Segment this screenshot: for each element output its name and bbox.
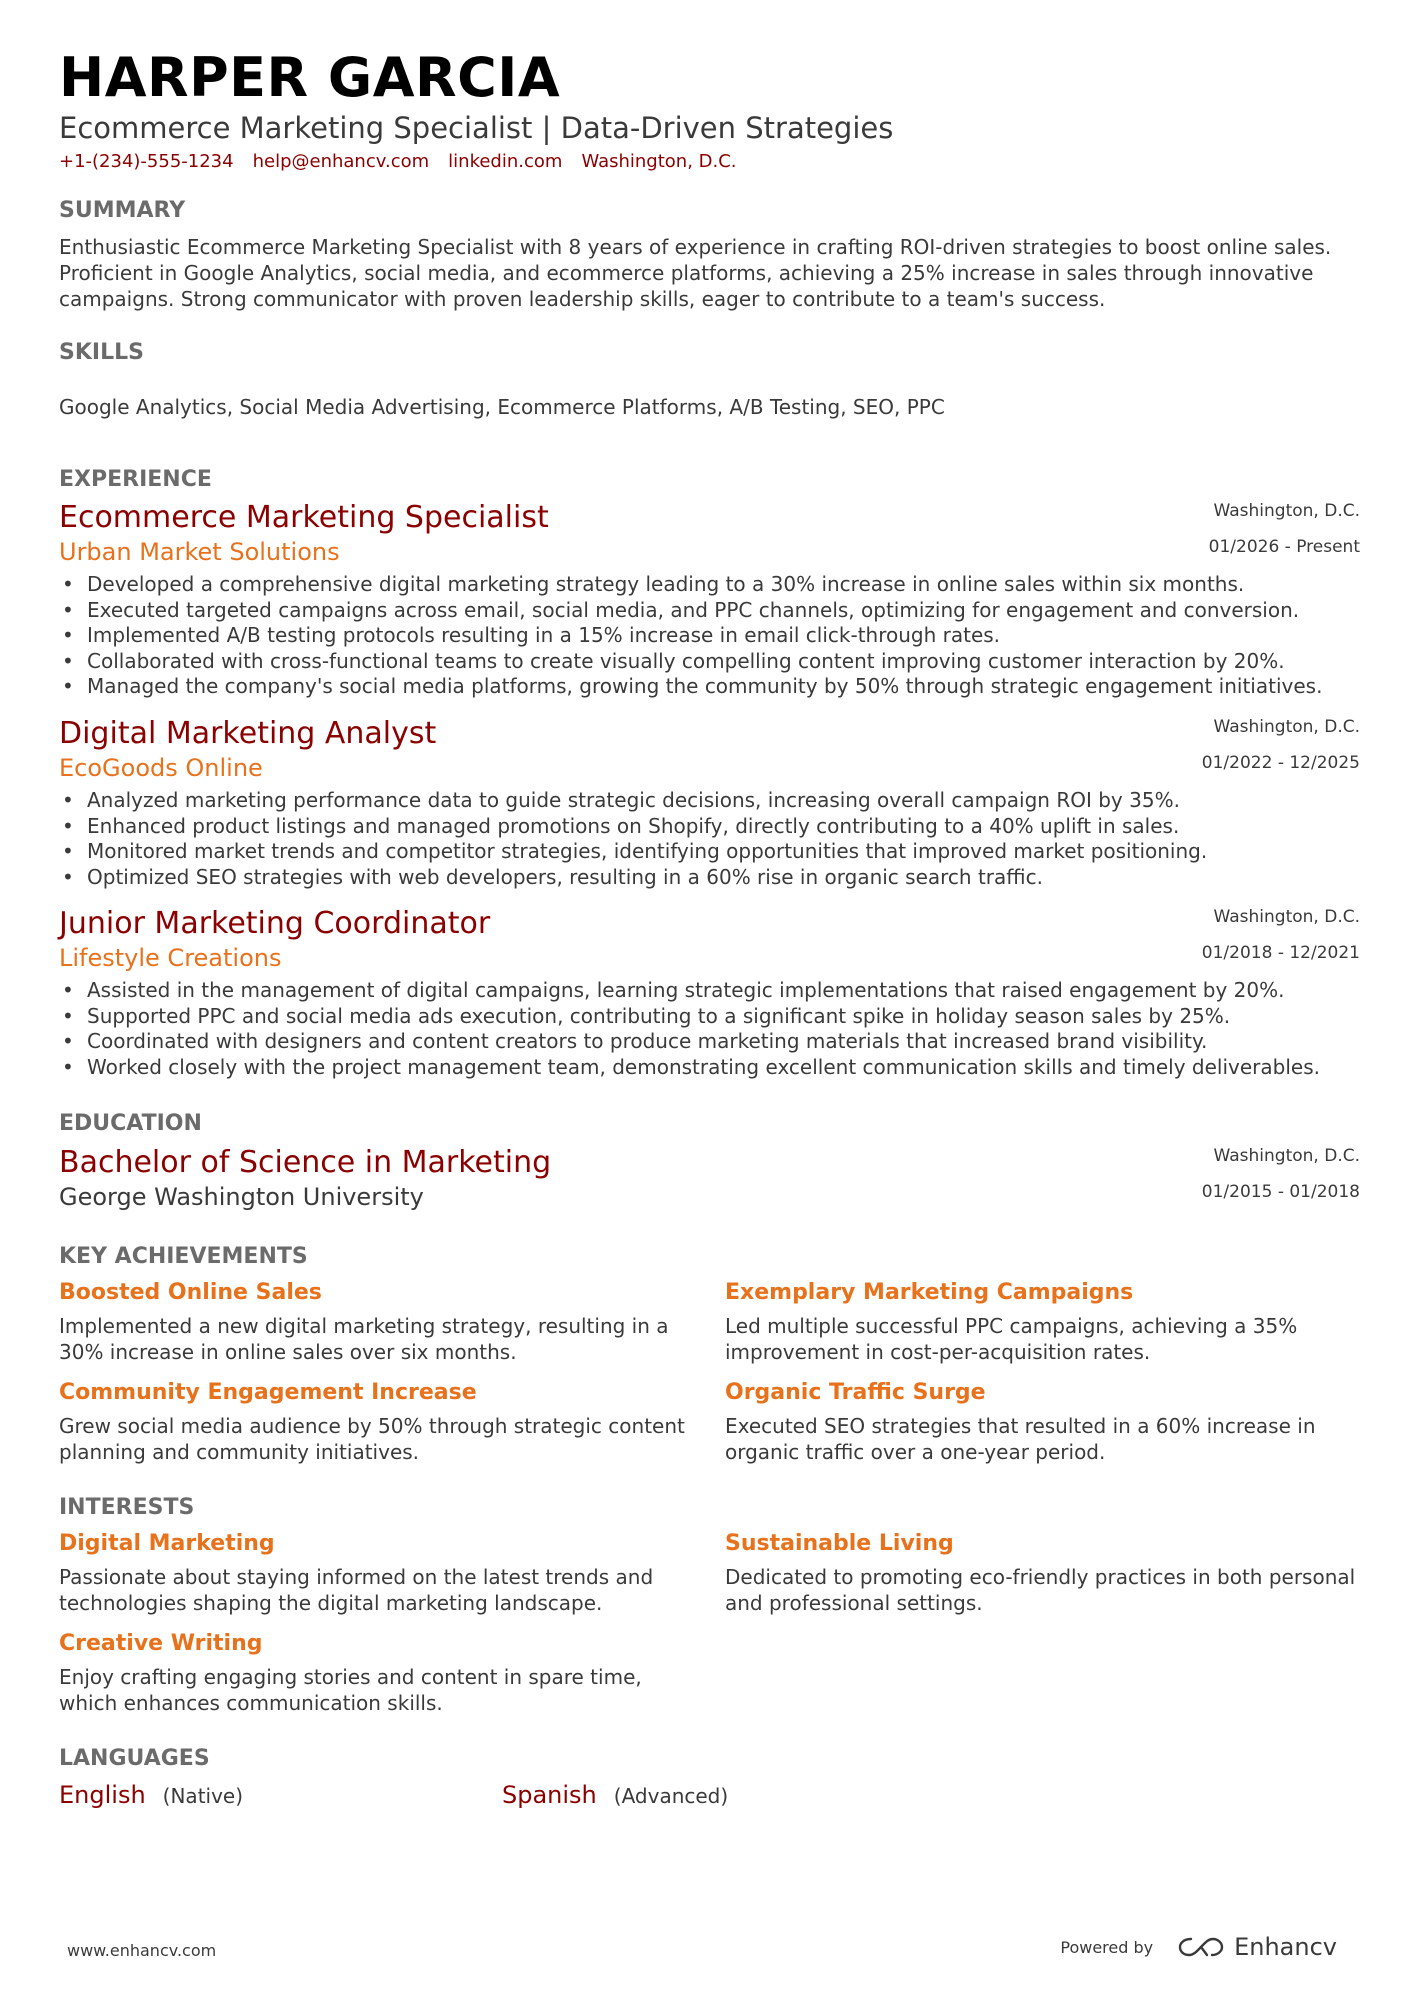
list-item: • Enhanced product listings and managed promotions on Shopify, directly contributing to a 40% uplift in sales. [59, 814, 1379, 840]
list-item: • Executed targeted campaigns across email, social media, and PPC channels, optimizing for engagement and conversion. [59, 598, 1379, 624]
list-item: • Developed a comprehensive digital marketing strategy leading to a 30% increase in online sales within six months. [59, 572, 1379, 598]
language-name: English [59, 1781, 146, 1809]
education-location: Washington, D.C. [1213, 1146, 1360, 1166]
list-item: • Optimized SEO strategies with web developers, resulting in a 60% rise in organic search traffic. [59, 865, 1379, 891]
linkedin-link[interactable]: linkedin.com [448, 151, 563, 172]
phone-link[interactable]: +1-(234)-555-1234 [59, 151, 234, 172]
achievement-text: Grew social media audience by 50% through strategic content planning and community initiatives. [59, 1414, 685, 1464]
education-dates: 01/2015 - 01/2018 [1201, 1182, 1360, 1202]
language-item [502, 1781, 728, 1809]
job-title: Ecommerce Marketing Specialist [59, 500, 549, 535]
achievement-title: Organic Traffic Surge [725, 1380, 986, 1405]
enhancv-logo-icon [1177, 1934, 1225, 1960]
interest-title: Creative Writing [59, 1631, 263, 1656]
interest-text: Dedicated to promoting eco-friendly practices in both personal and professional settings. [725, 1565, 1356, 1615]
job-title: Junior Marketing Coordinator [59, 906, 491, 941]
interest-item [59, 1631, 699, 1716]
job-bullets [59, 788, 1379, 890]
interest-title: Digital Marketing [59, 1531, 275, 1556]
achievement-item [725, 1280, 1365, 1365]
skills-text: Google Analytics, Social Media Advertising, Ecommerce Platforms, A/B Testing, SEO, PPC [59, 395, 945, 419]
achievement-title: Community Engagement Increase [59, 1380, 477, 1405]
footer-website-link[interactable]: www.enhancv.com [67, 1941, 217, 1960]
brand-name: Enhancv [1234, 1933, 1337, 1961]
job-location: Washington, D.C. [1213, 907, 1360, 927]
education-degree: Bachelor of Science in Marketing [59, 1145, 552, 1180]
list-item: • Analyzed marketing performance data to guide strategic decisions, increasing overall campaign ROI by 35%. [59, 788, 1379, 814]
job-title: Digital Marketing Analyst [59, 716, 437, 751]
powered-by-label: Powered by [1060, 1937, 1154, 1957]
list-item: • Implemented A/B testing protocols resulting in a 15% increase in email click-through rates. [59, 623, 1379, 649]
achievement-title: Boosted Online Sales [59, 1280, 322, 1305]
language-level: (Advanced) [613, 1784, 729, 1808]
job-location: Washington, D.C. [1213, 501, 1360, 521]
achievement-item [725, 1380, 1365, 1465]
list-item: • Managed the company's social media platforms, growing the community by 50% through strategic engagement initiatives. [59, 674, 1379, 700]
achievement-text: Executed SEO strategies that resulted in a 60% increase in organic traffic over a one-year period. [725, 1414, 1316, 1464]
languages-heading: LANGUAGES [59, 1746, 210, 1771]
enhancv-brand-link[interactable] [1177, 1933, 1337, 1961]
job-company: Lifestyle Creations [59, 944, 282, 972]
footer-brand [1060, 1933, 1337, 1961]
email-link[interactable]: help@enhancv.com [252, 151, 430, 172]
job-company: EcoGoods Online [59, 754, 263, 782]
achievements-heading: KEY ACHIEVEMENTS [59, 1244, 308, 1269]
list-item: • Monitored market trends and competitor strategies, identifying opportunities that improved market positioning. [59, 839, 1379, 865]
list-item: • Supported PPC and social media ads execution, contributing to a significant spike in holiday season sales by 25%. [59, 1004, 1379, 1030]
list-item: • Coordinated with designers and content creators to produce marketing materials that increased brand visibility. [59, 1029, 1379, 1055]
interest-text: Enjoy crafting engaging stories and content in spare time, which enhances communication skills. [59, 1665, 642, 1715]
skills-heading: SKILLS [59, 340, 144, 365]
candidate-title: Ecommerce Marketing Specialist | Data-Driven Strategies [59, 111, 894, 145]
job-location: Washington, D.C. [1213, 717, 1360, 737]
achievement-title: Exemplary Marketing Campaigns [725, 1280, 1134, 1305]
interest-title: Sustainable Living [725, 1531, 954, 1556]
interests-heading: INTERESTS [59, 1495, 195, 1520]
job-company: Urban Market Solutions [59, 538, 340, 566]
summary-text: Enthusiastic Ecommerce Marketing Specialist with 8 years of experience in crafting ROI-driven strategies to boost online sales. Proficient in Google Analytics, social media, and ecommerce platforms, achieving a 25% increase in sales through innovative campaigns. Strong communicator with proven leadership skills, eager to contribute to a team's success. [59, 235, 1332, 311]
achievement-item [59, 1280, 699, 1365]
language-name: Spanish [502, 1781, 597, 1809]
education-school: George Washington University [59, 1183, 424, 1211]
candidate-name: HARPER GARCIA [59, 46, 561, 109]
achievement-text: Implemented a new digital marketing strategy, resulting in a 30% increase in online sales over six months. [59, 1314, 669, 1364]
experience-heading: EXPERIENCE [59, 467, 212, 492]
education-heading: EDUCATION [59, 1111, 202, 1136]
achievement-text: Led multiple successful PPC campaigns, achieving a 35% improvement in cost-per-acquisition rates. [725, 1314, 1298, 1364]
interest-text: Passionate about staying informed on the latest trends and technologies shaping the digital marketing landscape. [59, 1565, 654, 1615]
list-item: • Worked closely with the project management team, demonstrating excellent communication skills and timely deliverables. [59, 1055, 1379, 1081]
language-item [59, 1781, 243, 1809]
interest-item [725, 1531, 1365, 1616]
summary-heading: SUMMARY [59, 198, 186, 223]
list-item: • Assisted in the management of digital campaigns, learning strategic implementations that raised engagement by 20%. [59, 978, 1379, 1004]
list-item: • Collaborated with cross-functional teams to create visually compelling content improving customer interaction by 20%. [59, 649, 1379, 675]
job-bullets [59, 572, 1379, 700]
job-dates: 01/2026 - Present [1208, 537, 1360, 557]
contact-row [59, 151, 737, 172]
job-bullets [59, 978, 1379, 1080]
achievement-item [59, 1380, 699, 1465]
job-dates: 01/2018 - 12/2021 [1201, 943, 1360, 963]
location-text: Washington, D.C. [581, 151, 737, 172]
job-dates: 01/2022 - 12/2025 [1201, 753, 1360, 773]
language-level: (Native) [162, 1784, 244, 1808]
interest-item [59, 1531, 699, 1616]
